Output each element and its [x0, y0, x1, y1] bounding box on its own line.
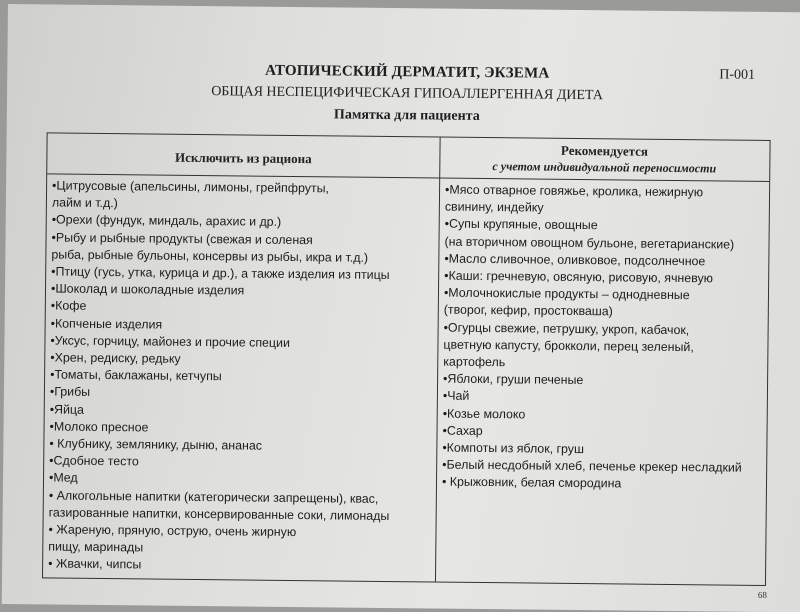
- diet-table: [42, 132, 771, 586]
- exclude-list-item: •Сдобное тесто: [49, 453, 139, 469]
- exclude-list-item: • Жвачки, чипсы: [48, 556, 142, 572]
- recommended-header-note: с учетом индивидуальной переносимости: [492, 159, 717, 176]
- exclude-list-item: •Томаты, баклажаны, кетчупы: [50, 367, 222, 384]
- exclude-list-item: •Кофе: [50, 298, 87, 314]
- exclude-list-item: •Хрен, редиску, редьку: [50, 350, 181, 366]
- recommended-list-item: •Козье молоко: [442, 406, 526, 422]
- exclude-list-item: • Жареную, пряную, острую, очень жирную: [48, 522, 297, 540]
- recommended-column-header: [439, 142, 769, 177]
- exclude-list: [48, 177, 434, 577]
- recommended-list-item: •Молочнокислые продукты – однодневные: [443, 285, 690, 303]
- exclude-list-item: •Птицу (гусь, утка, курица и др.), а также изделия из птицы: [51, 264, 390, 283]
- exclude-list-item: •Орехи (фундук, миндаль, арахис и др.): [51, 212, 282, 230]
- recommended-list-item: свинину, индейку: [444, 199, 544, 215]
- recommended-list-item: •Яблоки, груши печеные: [443, 371, 584, 388]
- recommended-list-item: • Крыжовник, белая смородина: [441, 475, 622, 491]
- recommended-list-item: •Компоты из яблок, груш: [442, 440, 585, 457]
- recommended-header-title: Рекомендуется: [560, 142, 649, 159]
- recommended-list-item: •Чай: [442, 389, 470, 404]
- exclude-list-item: •Яйца: [49, 402, 85, 417]
- recommended-list: [442, 182, 765, 495]
- memo-heading: Памятка для пациента: [333, 107, 480, 124]
- recommended-list-item: •Супы крупяные, овощные: [444, 216, 598, 233]
- recommended-list-item: цветную капусту, брокколи, перец зеленый,: [443, 337, 694, 355]
- exclude-list-item: рыба, рыбные бульоны, консервы из рыбы, икра и т.д.): [51, 247, 369, 265]
- exclude-list-item: •Цитрусовые (апельсины, лимоны, грейпфруты,: [52, 178, 330, 196]
- recommended-list-item: •Белый несдобный хлеб, печенье крекер несладкий: [442, 457, 742, 475]
- document-page: [2, 4, 800, 612]
- exclude-list-item: лайм и т.д.): [51, 195, 118, 211]
- recommended-list-item: (на вторичном овощном бульоне, вегетарианские): [444, 234, 735, 252]
- document-code: П-001: [719, 67, 756, 83]
- exclude-list-item: •Копченые изделия: [50, 316, 163, 332]
- exclude-list-item: •Мед: [48, 470, 78, 486]
- exclude-list-item: •Молоко пресное: [49, 419, 149, 435]
- document-subtitle: ОБЩАЯ НЕСПЕЦИФИЧЕСКАЯ ГИПОАЛЛЕРГЕННАЯ ДИЕТА: [211, 84, 604, 104]
- exclude-list-item: •Шоколад и шоколадные изделия: [50, 281, 245, 298]
- recommended-list-item: •Масло сливочное, оливковое, подсолнечное: [444, 251, 706, 269]
- recommended-list-item: •Каши: гречневую, овсяную, рисовую, ячневую: [444, 268, 714, 286]
- exclude-list-item: •Уксус, горчицу, майонез и прочие специи: [50, 333, 290, 350]
- exclude-list-item: •Рыбу и рыбные продукты (свежая и соленая: [51, 230, 313, 247]
- exclude-list-item: газированные напитки, консервированные соки, лимонады: [48, 505, 390, 523]
- recommended-list-item: •Огурцы свежие, петрушку, укроп, кабачок,: [443, 320, 690, 337]
- column-divider: [435, 138, 441, 582]
- recommended-list-item: (творог, кефир, простокваша): [443, 303, 613, 319]
- document-title: АТОПИЧЕСКИЙ ДЕРМАТИТ, ЭКЗЕМА: [265, 62, 550, 82]
- exclude-list-item: • Клубнику, землянику, дыню, ананас: [49, 436, 263, 453]
- exclude-list-item: •Грибы: [49, 384, 91, 400]
- recommended-list-item: •Мясо отварное говяжье, кролика, нежирную: [445, 182, 704, 200]
- exclude-list-item: • Алкогольные напитки (категорически запрещены), квас,: [48, 488, 379, 506]
- recommended-list-item: •Сахар: [442, 423, 483, 438]
- page-number: 68: [757, 589, 767, 600]
- exclude-column-header: Исключить из рациона: [175, 149, 312, 167]
- exclude-list-item: пищу, маринады: [48, 539, 144, 555]
- recommended-list-item: картофель: [443, 354, 506, 370]
